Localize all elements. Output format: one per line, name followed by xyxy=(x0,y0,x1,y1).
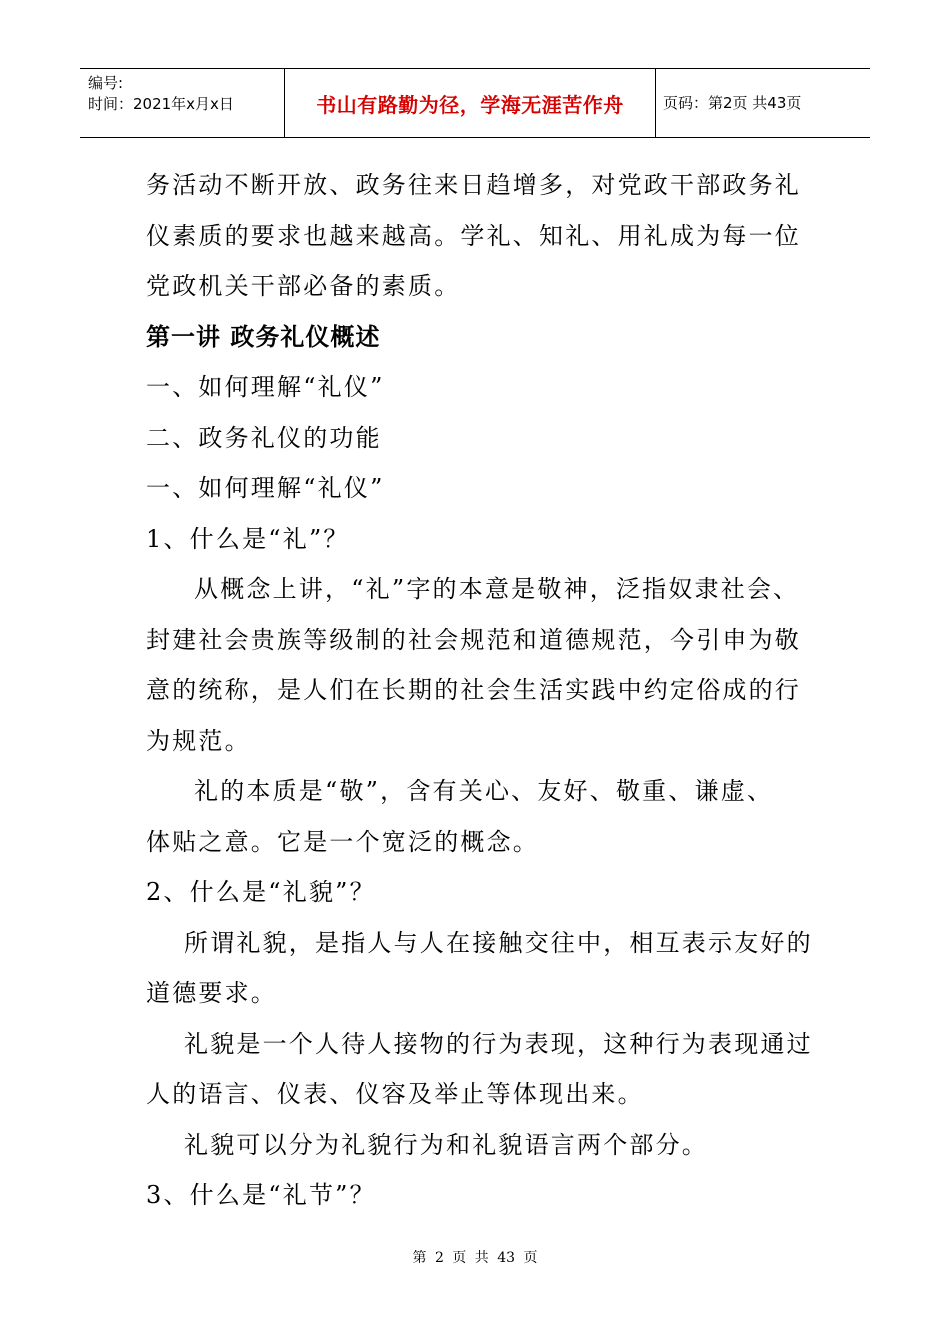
body-line: 体贴之意。它是一个宽泛的概念。 xyxy=(146,827,539,856)
body-line: 从概念上讲，“礼”字的本意是敬神，泛指奴隶社会、 xyxy=(194,575,800,603)
header-page-cell xyxy=(655,69,870,137)
body-line: 礼貌是一个人待人接物的行为表现，这种行为表现通过 xyxy=(184,1029,813,1058)
body-line: 封建社会贵族等级制的社会规范和道德规范，今引申为敬 xyxy=(146,625,801,654)
motto-text: 书山有路勤为径，学海无涯苦作舟 xyxy=(316,92,624,117)
question-heading: 3、什么是“礼节”？ xyxy=(146,1181,376,1209)
lecture-heading: 第一讲 政务礼仪概述 xyxy=(146,322,381,351)
body-line: 党政机关干部必备的素质。 xyxy=(146,272,461,300)
page-info: 页码：第2页 共43页 xyxy=(663,94,802,112)
header-motto-cell xyxy=(284,69,656,137)
header-meta-cell xyxy=(80,69,284,137)
question-heading: 2、什么是“礼貌”？ xyxy=(146,878,376,906)
body-line: 仪素质的要求也越来越高。学礼、知礼、用礼成为每一位 xyxy=(146,221,801,250)
section-heading: 一、如何理解“礼仪” xyxy=(146,474,385,502)
body-line: 礼貌可以分为礼貌行为和礼貌语言两个部分。 xyxy=(184,1130,708,1159)
outline-item: 一、如何理解“礼仪” xyxy=(146,373,385,401)
page-footer: 第 2 页 共 43 页 xyxy=(412,1250,538,1266)
outline-item: 二、政务礼仪的功能 xyxy=(146,423,382,452)
body-line: 礼的本质是“敬”，含有关心、友好、敬重、谦虚、 xyxy=(194,777,774,805)
serial-number-label: 编号: xyxy=(88,74,124,92)
body-line: 意的统称，是人们在长期的社会生活实践中约定俗成的行 xyxy=(146,676,801,704)
body-line: 道德要求。 xyxy=(146,979,277,1007)
date-line: 时间：2021年x月x日 xyxy=(88,95,234,113)
body-line: 所谓礼貌，是指人与人在接触交往中，相互表示友好的 xyxy=(184,928,813,957)
document-header xyxy=(80,68,870,138)
body-line: 为规范。 xyxy=(146,726,251,755)
document-body xyxy=(146,160,836,1221)
question-heading: 1、什么是“礼”？ xyxy=(146,524,350,553)
body-line: 务活动不断开放、政务往来日趋增多，对党政干部政务礼 xyxy=(146,171,801,199)
body-line: 人的语言、仪表、仪容及举止等体现出来。 xyxy=(146,1080,644,1108)
